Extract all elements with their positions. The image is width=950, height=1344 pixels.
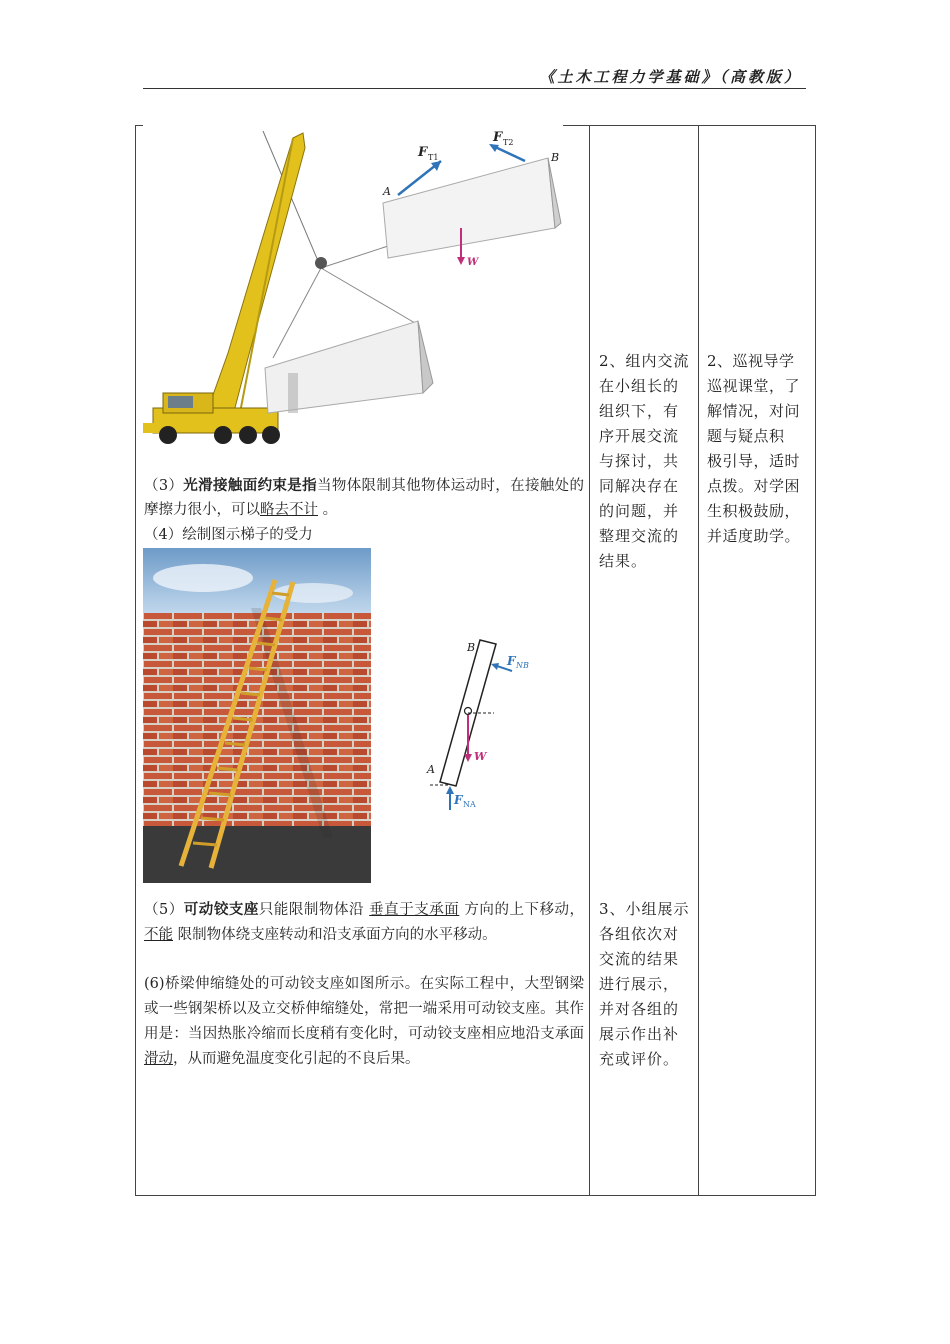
ladder-free-body-diagram	[372, 548, 532, 883]
item-5-paragraph: （5）可动铰支座只能限制物体沿 垂直于支承面 方向的上下移动， 不能 限制物体绕支座转动和沿支承面方向的水平移动。	[144, 901, 585, 943]
column-divider	[698, 126, 699, 1195]
document-header-title: 《土木工程力学基础》（高教版）	[539, 68, 802, 86]
force-subscript-fna: NA	[463, 800, 476, 809]
force-label-fnb: F	[507, 654, 516, 668]
ladder-point-b: B	[467, 641, 476, 654]
header-rule	[143, 88, 806, 89]
student-activity-step-3: 3、小组展示 各组依次对 交流的结果 进行展示， 并对各组的 展示作出补 充或评价。	[599, 900, 690, 1068]
item-3-term: 光滑接触面约束是指	[183, 477, 317, 494]
force-label-fna: F	[454, 793, 463, 807]
force-subscript-ft1: T1	[428, 153, 439, 162]
force-label-w: W	[467, 257, 479, 268]
item-5-blank-1: 垂直于支承面	[369, 902, 460, 918]
item-4-paragraph: （4）绘制图示梯子的受力	[144, 527, 313, 543]
item-3-blank: 略去不计	[260, 502, 318, 518]
point-label-a: A	[383, 185, 391, 198]
student-activity-step-2: 2、组内交流 在小组长的 组织下，有 序开展交流 与探讨，共 同解决存在 的问题，并 整理交流的 结果。	[599, 352, 690, 570]
item-5-blank-2: 不能	[144, 927, 173, 943]
item-6-blank: 滑动	[144, 1051, 173, 1067]
force-subscript-fnb: NB	[516, 661, 529, 670]
crane-lifting-figure	[143, 123, 563, 453]
column-divider	[589, 126, 590, 1195]
ladder-force-label-w: W	[474, 750, 487, 763]
force-subscript-ft2: T2	[503, 138, 514, 147]
ladder-against-wall-photo	[143, 548, 371, 883]
item-5-term: 可动铰支座	[183, 901, 259, 918]
force-label-ft2: F	[493, 130, 503, 145]
item-6-paragraph: (6)桥梁伸缩缝处的可动铰支座如图所示。在实际工程中，大型钢梁或一些钢架桥以及立交桥伸缩缝处，常把一端采用可动铰支座。其作用是：当因热胀冷缩而长度稍有变化时，可动铰支座相应地沿支承面滑动，从而避免温度变化引起的不良后果。	[144, 976, 584, 1067]
item-3-paragraph: （3）光滑接触面约束是指当物体限制其他物体运动时，在接触处的摩擦力很小，可以略去不计 。	[144, 477, 585, 518]
point-label-b: B	[551, 151, 560, 164]
force-label-ft1: F	[418, 145, 428, 160]
teacher-activity-step-2: 2、巡视导学 巡视课堂，了 解情况，对问 题与疑点积 极引导，适时 点拨。对学困 生积极鼓励， 并适度助学。	[707, 352, 801, 545]
ladder-point-a: A	[427, 763, 435, 776]
